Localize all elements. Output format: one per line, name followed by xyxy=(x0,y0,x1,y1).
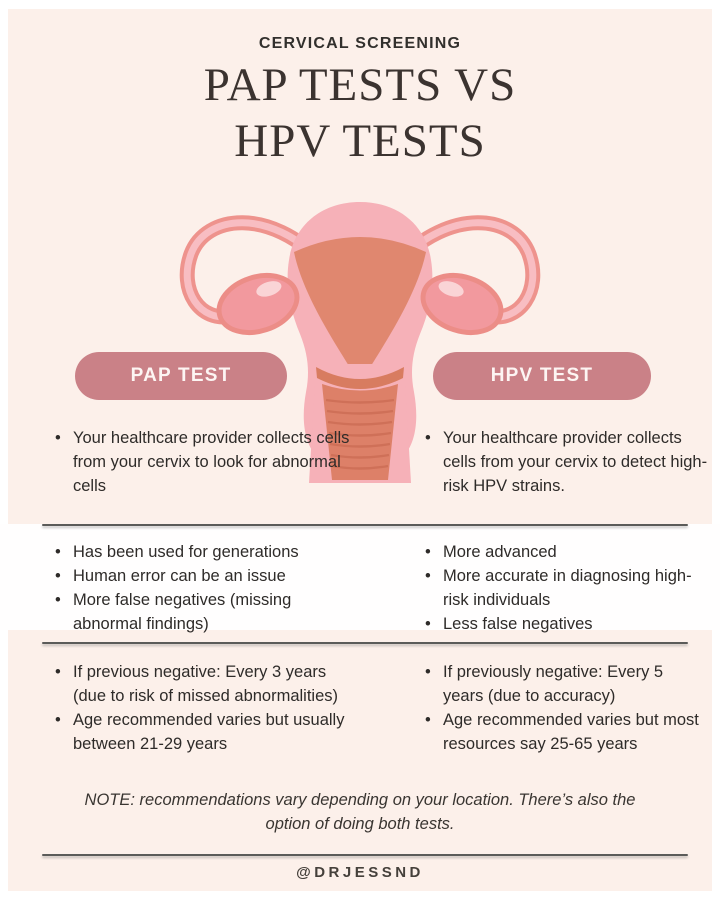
pap-section1-list xyxy=(54,426,354,498)
list-item: • Your healthcare provider collects cells from your cervix to look for abnormal cells xyxy=(54,426,354,498)
section-divider-2 xyxy=(42,642,688,644)
page-title-line2: HPV TESTS xyxy=(234,115,486,167)
pap-section3-list xyxy=(54,660,354,756)
list-item: • More accurate in diagnosing high-risk individuals xyxy=(424,564,708,612)
note-text: NOTE: recommendations vary depending on your location. There’s also the option of doing both tests. xyxy=(84,791,636,833)
list-item: • If previously negative: Every 5 years (due to accuracy) xyxy=(424,660,708,708)
infographic-canvas xyxy=(8,9,712,891)
hpv-test-badge: HPV TEST xyxy=(433,352,651,400)
list-item: • More advanced xyxy=(424,540,708,564)
list-item: • Has been used for generations xyxy=(54,540,354,564)
list-item: • Age recommended varies but most resources say 25-65 years xyxy=(424,708,708,756)
pap-section2-list xyxy=(54,540,354,636)
hpv-section3-list xyxy=(424,660,708,756)
list-item: • Human error can be an issue xyxy=(54,564,354,588)
list-item: • Less false negatives xyxy=(424,612,708,636)
footer-divider xyxy=(42,854,688,856)
list-item: • Your healthcare provider collects cells from your cervix to detect high-risk HPV strains. xyxy=(424,426,708,498)
list-item: • More false negatives (missing abnormal findings) xyxy=(54,588,354,636)
pap-test-badge: PAP TEST xyxy=(75,352,287,400)
list-item: • If previous negative: Every 3 years (due to risk of missed abnormalities) xyxy=(54,660,354,708)
list-item: • Age recommended varies but usually between 21-29 years xyxy=(54,708,354,756)
hpv-section2-list xyxy=(424,540,708,636)
page-title-line1: PAP TESTS VS xyxy=(203,59,517,111)
hpv-section1-list xyxy=(424,426,708,498)
page-title xyxy=(8,57,712,169)
eyebrow-label: CERVICAL SCREENING xyxy=(258,35,462,52)
section-divider-1 xyxy=(42,524,688,526)
social-handle: @DRJESSND xyxy=(296,864,424,881)
